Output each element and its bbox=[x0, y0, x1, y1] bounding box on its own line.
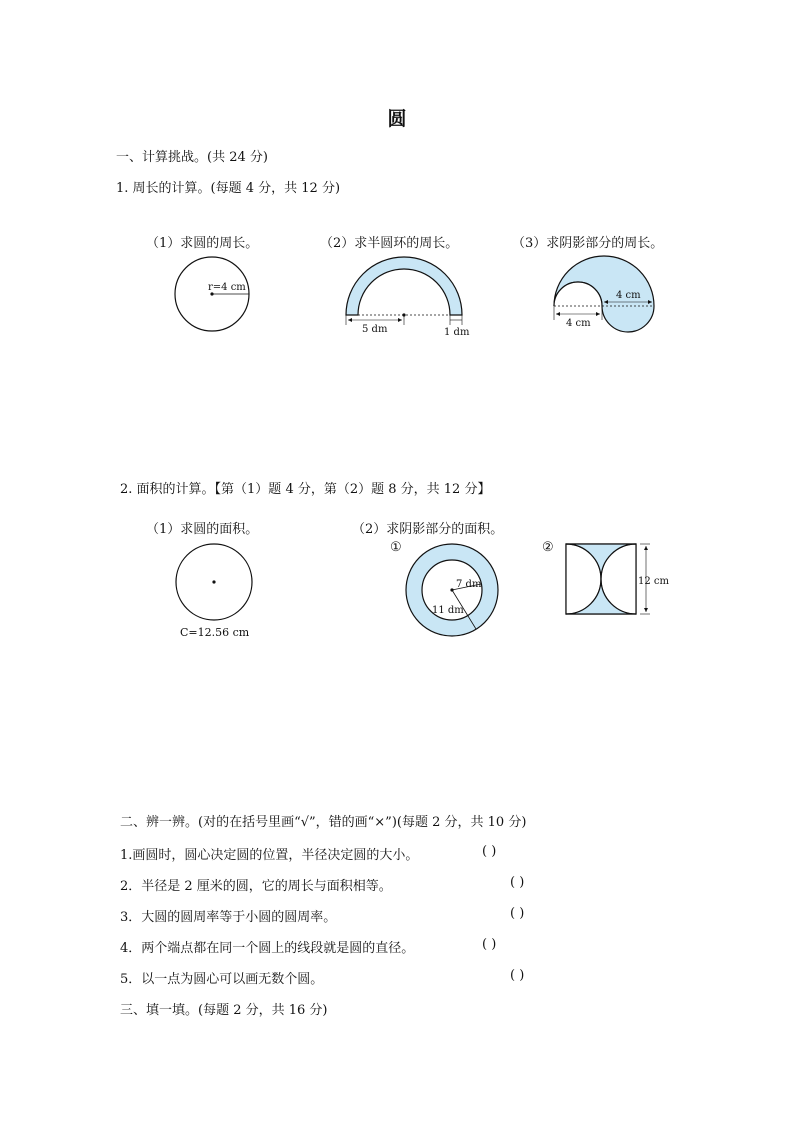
q1-part2-label: （2）求半圆环的周长。 bbox=[320, 236, 459, 251]
fig2-marker: ② bbox=[542, 540, 554, 555]
judge-item-2: 2．半径是 2 厘米的圆，它的周长与面积相等。 bbox=[120, 879, 392, 894]
circumference-label: C=12.56 cm bbox=[180, 626, 250, 639]
q1-heading: 1. 周长的计算。(每题 4 分，共 12 分) bbox=[116, 181, 341, 196]
inner-radius-label: 5 dm bbox=[362, 324, 388, 335]
answer-blank-3[interactable]: ( ) bbox=[510, 906, 525, 921]
circle-radius-figure bbox=[170, 252, 254, 336]
answer-blank-4[interactable]: ( ) bbox=[482, 937, 497, 952]
answer-blank-2[interactable]: ( ) bbox=[510, 875, 525, 890]
judge-item-1: 1.画圆时，圆心决定圆的位置，半径决定圆的大小。 bbox=[120, 848, 419, 863]
q2-part1-label: （1）求圆的面积。 bbox=[146, 522, 259, 537]
bottom-length-label: 4 cm bbox=[566, 318, 591, 329]
square-arcs-figure bbox=[560, 540, 670, 620]
fig1-marker: ① bbox=[390, 540, 402, 555]
q2-heading: 2. 面积的计算。【第（1）题 4 分，第（2）题 8 分，共 12 分】 bbox=[120, 482, 491, 497]
section2-heading: 二、辨一辨。(对的在括号里画“√”，错的画“×”)(每题 2 分，共 10 分) bbox=[120, 815, 527, 830]
judge-item-4: 4．两个端点都在同一个圆上的线段就是圆的直径。 bbox=[120, 941, 415, 956]
judge-item-3: 3．大圆的圆周率等于小圆的圆周率。 bbox=[120, 910, 337, 925]
circle-area-figure bbox=[170, 540, 260, 642]
section1-heading: 一、计算挑战。(共 24 分) bbox=[116, 150, 268, 165]
semicircle-ring-figure bbox=[338, 255, 474, 339]
page-title: 圆 bbox=[387, 108, 407, 130]
q2-part2-label: （2）求阴影部分的面积。 bbox=[352, 522, 504, 537]
answer-blank-1[interactable]: ( ) bbox=[482, 844, 497, 859]
q1-part1-label: （1）求圆的周长。 bbox=[146, 236, 259, 251]
shaded-perimeter-figure bbox=[548, 250, 660, 336]
answer-blank-5[interactable]: ( ) bbox=[510, 968, 525, 983]
section3-heading: 三、填一填。(每题 2 分，共 16 分) bbox=[120, 1003, 328, 1018]
judge-item-5: 5．以一点为圆心可以画无数个圆。 bbox=[120, 972, 324, 987]
inner-radius-7dm-label: 7 dm bbox=[456, 579, 482, 590]
radius-label: r=4 cm bbox=[208, 282, 246, 293]
annulus-figure bbox=[402, 540, 502, 640]
q1-part3-label: （3）求阴影部分的周长。 bbox=[512, 236, 664, 251]
top-length-label: 4 cm bbox=[616, 290, 641, 301]
ring-width-label: 1 dm bbox=[444, 327, 470, 338]
side-length-label: 12 cm bbox=[638, 576, 669, 587]
outer-radius-11dm-label: 11 dm bbox=[432, 605, 464, 616]
